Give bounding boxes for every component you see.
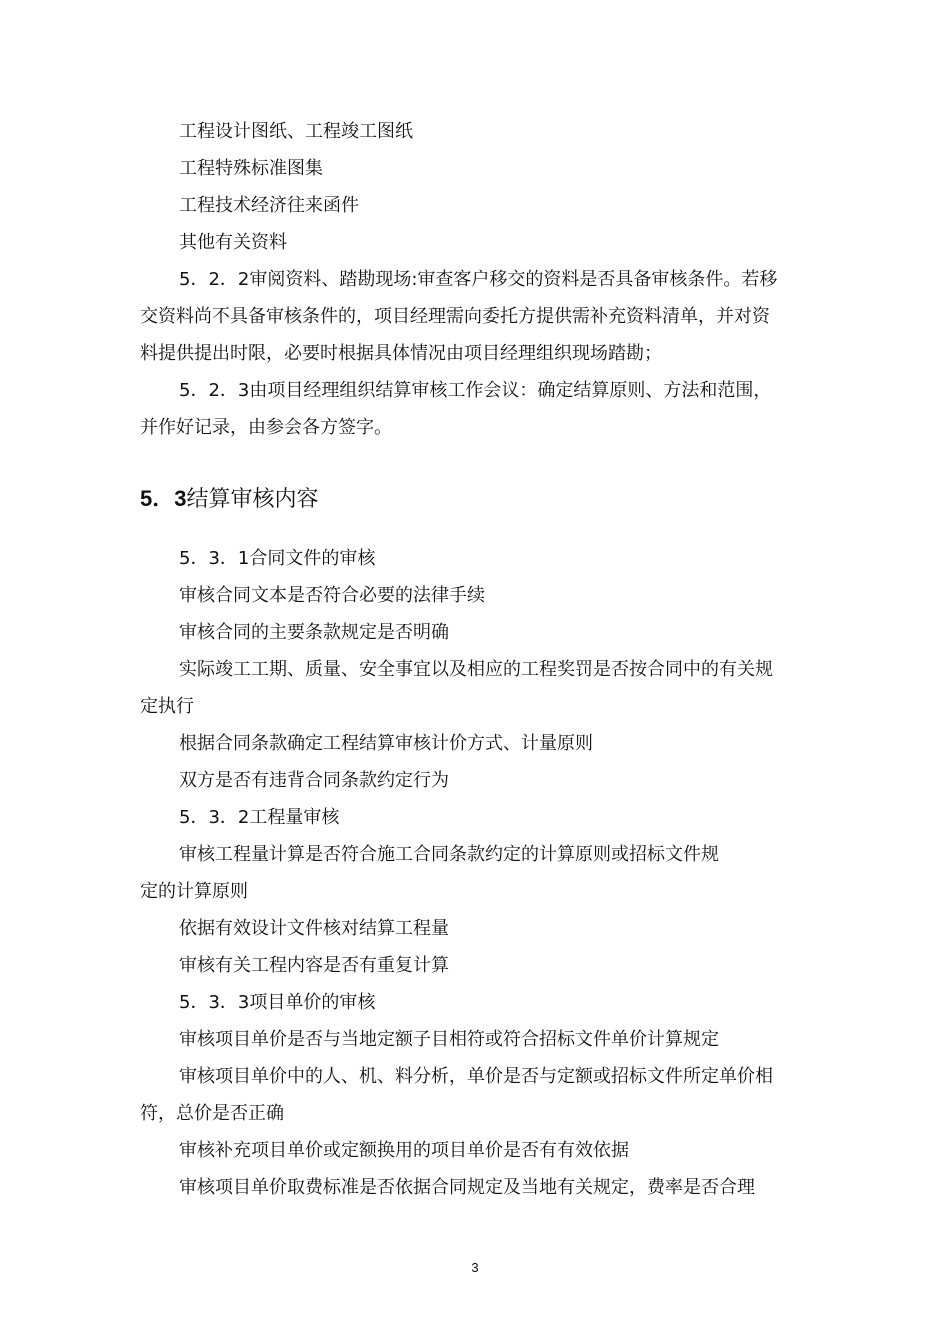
section-number: 5．3 — [140, 486, 187, 511]
page-number: 3 — [471, 1260, 479, 1275]
list-item: 审核项目单价中的人、机、料分析，单价是否与定额或招标文件所定单价相 — [179, 1066, 773, 1087]
paragraph-line: 并作好记录，由参会各方签字。 — [140, 417, 392, 438]
subsection-heading: 5．3．2工程量审核 — [179, 807, 340, 828]
subsection-heading: 5．3．3项目单价的审核 — [179, 992, 376, 1013]
list-item: 审核合同文本是否符合必要的法律手续 — [179, 585, 485, 606]
list-item: 审核工程量计算是否符合施工合同条款约定的计算原则或招标文件规 — [179, 844, 719, 865]
list-item: 工程技术经济往来函件 — [179, 195, 359, 216]
paragraph-line: 5．2．3由项目经理组织结算审核工作会议：确定结算原则、方法和范围， — [179, 380, 772, 401]
section-title: 结算审核内容 — [186, 487, 319, 512]
list-item: 审核有关工程内容是否有重复计算 — [179, 955, 449, 976]
list-item: 符，总价是否正确 — [140, 1103, 284, 1124]
subsection-heading: 5．3．1合同文件的审核 — [179, 548, 376, 569]
list-item: 其他有关资料 — [179, 232, 287, 253]
list-item: 实际竣工工期、质量、安全事宜以及相应的工程奖罚是否按合同中的有关规 — [179, 659, 773, 680]
list-item: 审核补充项目单价或定额换用的项目单价是否有有效依据 — [179, 1140, 629, 1161]
list-item: 审核项目单价取费标准是否依据合同规定及当地有关规定，费率是否合理 — [179, 1177, 755, 1198]
list-item: 依据有效设计文件核对结算工程量 — [179, 918, 449, 939]
list-item: 定执行 — [140, 696, 194, 717]
paragraph-line: 料提供提出时限，必要时根据具体情况由项目经理组织现场踏勘； — [140, 343, 662, 364]
list-item: 根据合同条款确定工程结算审核计价方式、计量原则 — [179, 733, 593, 754]
paragraph-line: 交资料尚不具备审核条件的，项目经理需向委托方提供需补充资料清单，并对资 — [140, 306, 770, 327]
list-item: 审核项目单价是否与当地定额子目相符或符合招标文件单价计算规定 — [179, 1029, 719, 1050]
list-item: 双方是否有违背合同条款约定行为 — [179, 770, 449, 791]
list-item: 工程特殊标准图集 — [179, 158, 323, 179]
list-item: 定的计算原则 — [140, 881, 248, 902]
section-heading — [140, 485, 319, 514]
paragraph-line: 5．2．2审阅资料、踏勘现场:审查客户移交的资料是否具备审核条件。若移 — [179, 269, 778, 290]
list-item: 工程设计图纸、工程竣工图纸 — [179, 121, 413, 142]
list-item: 审核合同的主要条款规定是否明确 — [179, 622, 449, 643]
